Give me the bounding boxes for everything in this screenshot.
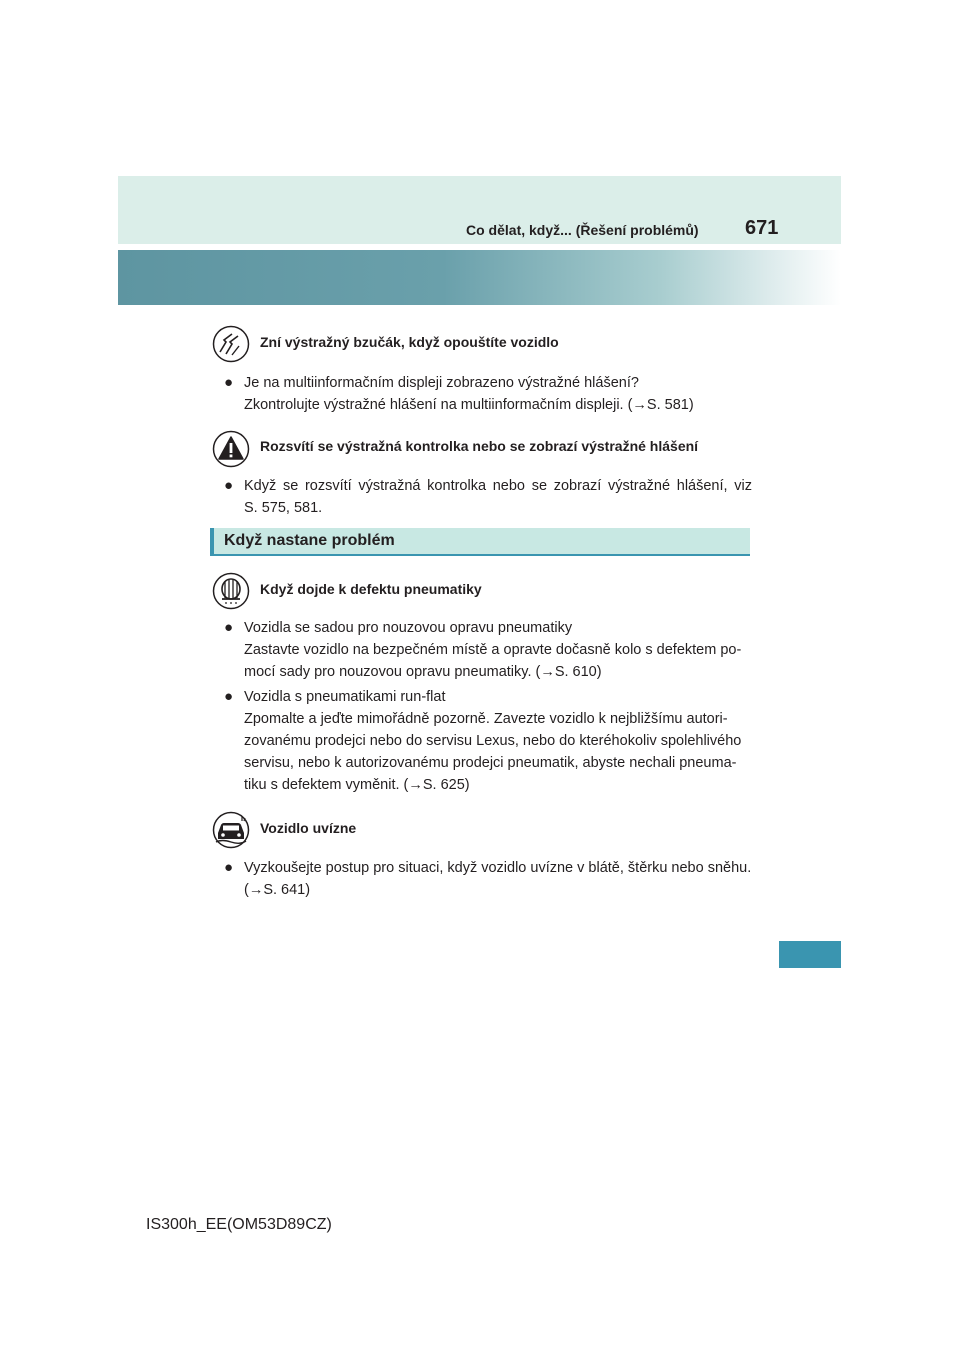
list-item xyxy=(224,686,752,796)
section-title: Když nastane problém xyxy=(224,532,395,549)
bullet: ● xyxy=(224,688,234,705)
heading-flat-tire: Když dojde k defektu pneumatiky xyxy=(260,581,482,597)
bullet-line: Vozidla se sadou pro nouzovou opravu pneumatiky xyxy=(244,620,573,636)
bullet: ● xyxy=(224,619,234,636)
bullet-line: mocí sady pro nouzovou opravu pneumatiky. (→S. 610) xyxy=(244,664,602,680)
heading-warning-buzzer: Zní výstražný bzučák, když opouštíte vozidlo xyxy=(260,334,559,350)
footer-code: IS300h_EE(OM53D89CZ) xyxy=(146,1216,332,1233)
chapter-tab xyxy=(779,941,841,968)
warning-triangle-icon xyxy=(212,430,250,468)
warning-buzzer-icon xyxy=(212,325,250,363)
heading-stuck-vehicle: Vozidlo uvízne xyxy=(260,820,357,836)
bullet-line: zovanému prodejci nebo do servisu Lexus, nebo do kteréhokoliv spolehlivého xyxy=(244,733,742,749)
heading-warning-light: Rozsvítí se výstražná kontrolka nebo se zobrazí výstražné hlášení xyxy=(260,438,699,454)
bullet-line: Zpomalte a jeďte mimořádně pozorně. Zavezte vozidlo k nejbližšímu autori- xyxy=(244,711,728,727)
bullet: ● xyxy=(224,477,234,494)
section-bar xyxy=(210,528,750,556)
bullet-line: tiku s defektem vyměnit. (→S. 625) xyxy=(244,777,470,793)
flat-tire-icon xyxy=(212,572,250,610)
bullet-line: Vyzkoušejte postup pro situaci, když vozidlo uvízne v blátě, štěrku nebo sněhu. xyxy=(244,860,752,876)
list-item xyxy=(224,475,752,519)
page-number: 671 xyxy=(745,217,779,239)
bullet-line: Když se rozsvítí výstražná kontrolka nebo se zobrazí výstražné hlášení, viz xyxy=(244,478,752,494)
header-title: Co dělat, když... (Řešení problémů) xyxy=(466,222,699,238)
bullet-line: servisu, nebo k autorizovanému prodejci pneumatik, abyste nechali pneuma- xyxy=(244,755,737,771)
bullet-line: Zkontrolujte výstražné hlášení na multiinformačním displeji. (→S. 581) xyxy=(244,397,694,413)
stuck-vehicle-icon xyxy=(212,811,250,849)
bullet: ● xyxy=(224,859,234,876)
gradient-band xyxy=(118,250,841,305)
bullet-line: Vozidla s pneumatikami run-flat xyxy=(244,689,446,705)
list-item xyxy=(224,857,752,901)
bullet-line: (→S. 641) xyxy=(244,882,311,898)
bullet-line: Zastavte vozidlo na bezpečném místě a opravte dočasně kolo s defektem po- xyxy=(244,642,742,658)
list-item xyxy=(224,617,752,683)
bullet-line: S. 575, 581. xyxy=(244,500,323,516)
bullet: ● xyxy=(224,374,234,391)
bullet-line: Je na multiinformačním displeji zobrazeno výstražné hlášení? xyxy=(244,375,639,391)
list-item xyxy=(224,372,752,416)
